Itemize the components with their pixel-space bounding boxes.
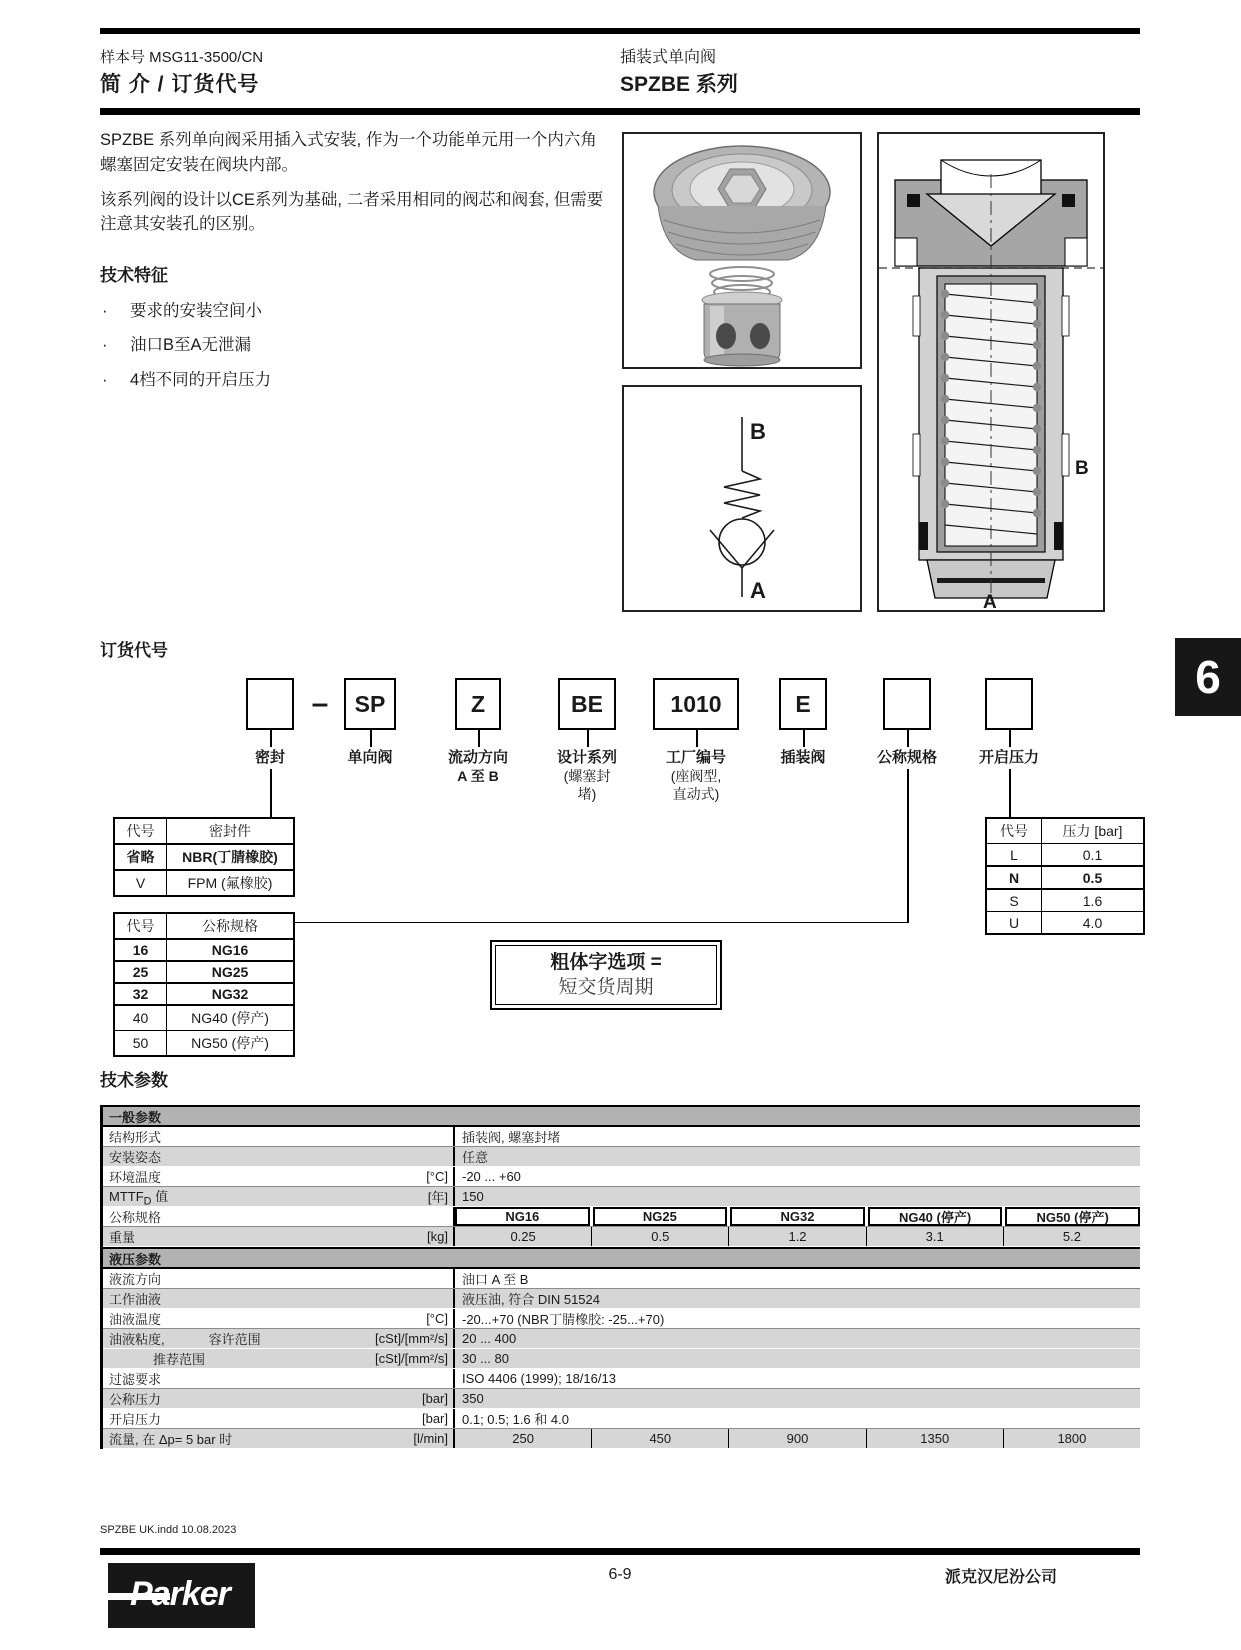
- code-separator-dash: –: [311, 687, 329, 720]
- code-table-header: [115, 819, 293, 843]
- connector-line: [370, 730, 372, 747]
- tech-unit-text: [bar]: [421, 1391, 448, 1406]
- ordering-label-line: 工厂编号: [665, 749, 726, 766]
- tech-label-text: $MTTF_D$ 值: [109, 1188, 169, 1208]
- file-note: SPZBE UK.indd 10.08.2023: [100, 1524, 237, 1536]
- note-line-1: 粗体字选项 =: [550, 952, 662, 973]
- tech-value-text: 0.1; 0.5; 1.6 和 4.0: [453, 1409, 1140, 1428]
- code-table-cell: NG16: [211, 942, 249, 958]
- tech-table-row: [103, 1349, 1140, 1369]
- code-table-cell: 40: [115, 1006, 167, 1030]
- section-tab-number: 6: [1195, 651, 1221, 703]
- tech-value-cell: NG40 (停产): [868, 1207, 1003, 1226]
- code-table-cell: 0.5: [1082, 869, 1103, 886]
- tech-value-cells: [453, 1207, 1140, 1226]
- tech-label-text: 环境温度: [109, 1170, 162, 1185]
- tech-label-text: 开启压力: [109, 1412, 162, 1427]
- tech-row-label: [103, 1289, 453, 1308]
- ordering-label-line: (座阀型,: [670, 768, 722, 784]
- connector-line: [478, 730, 480, 747]
- connector-line: [587, 730, 589, 747]
- ordering-label-line: 流动方向: [447, 749, 508, 766]
- tech-row-label: [103, 1429, 453, 1448]
- code-table-cell: NG32: [211, 986, 249, 1002]
- tech-table-row: [103, 1207, 1140, 1227]
- intro-paragraph-1: SPZBE 系列单向阀采用插入式安装, 作为一个功能单元用一个内六角螺塞固定安装在阀块内部。: [100, 131, 597, 174]
- ordering-code-box: E: [779, 678, 827, 730]
- size-code-table: [113, 912, 295, 1057]
- code-table-header: [115, 914, 293, 938]
- tech-value-text: 30 ... 80: [453, 1349, 1140, 1368]
- tech-table-row: [103, 1127, 1140, 1147]
- tech-sublabel-text: 容许范围: [208, 1332, 261, 1347]
- tech-value-text: -20...+70 (NBR丁腈橡胶: -25...+70): [453, 1309, 1140, 1328]
- code-table-header: [987, 819, 1143, 843]
- features-heading: 技术特征: [100, 266, 168, 285]
- tech-label-text: 工作油液: [109, 1292, 162, 1307]
- seal-code-table: [113, 817, 295, 897]
- tech-label-text: 油液粘度,: [109, 1332, 165, 1347]
- features-list: [100, 299, 605, 393]
- bullet-icon: ·: [102, 371, 108, 389]
- tech-row-label: [103, 1227, 453, 1246]
- feature-item: [100, 299, 605, 324]
- tech-value-text: 油口 A 至 B: [453, 1269, 1140, 1288]
- header-rule: [100, 108, 1140, 115]
- parker-logo-text: Parker: [130, 1575, 230, 1613]
- connector-line: [696, 730, 698, 747]
- tech-value-cell: 900: [728, 1429, 865, 1448]
- code-table-cell: 32: [115, 984, 167, 1004]
- code-table-cell: 代号: [115, 819, 167, 843]
- tech-row-label: [103, 1147, 453, 1166]
- tech-table-row: [103, 1409, 1140, 1429]
- footer-rule: [100, 1548, 1140, 1555]
- bullet-icon: ·: [102, 336, 108, 355]
- symbol-port-a: A: [750, 578, 766, 603]
- tech-value-cell: 0.25: [510, 1229, 536, 1244]
- tech-label-text: 公称压力: [109, 1392, 162, 1407]
- tech-value-text: 液压油, 符合 DIN 51524: [453, 1289, 1140, 1308]
- tech-unit-text: [°C]: [426, 1311, 448, 1326]
- code-table-cell: NG40 (停产): [191, 1010, 269, 1026]
- symbol-port-b: B: [750, 419, 766, 444]
- code-table-cell: 1.6: [1082, 892, 1103, 909]
- tech-unit-text: [bar]: [421, 1411, 448, 1426]
- ordering-code-box: [985, 678, 1033, 730]
- ordering-label-line: 单向阀: [347, 749, 393, 766]
- ordering-code-box: SP: [344, 678, 396, 730]
- page-title: 简 介 / 订货代号: [100, 73, 260, 96]
- company-name: 派克汉尼汾公司: [945, 1569, 1058, 1586]
- tech-value-text: ISO 4406 (1999); 18/16/13: [453, 1369, 1140, 1388]
- valve-photo-frame: [622, 132, 862, 369]
- feature-text: 要求的安装空间小: [130, 301, 262, 320]
- tech-value-cell: 0.5: [591, 1227, 728, 1246]
- intro-section: [100, 128, 605, 403]
- tech-table-row: [103, 1227, 1140, 1247]
- tech-value-cell: 5.2: [1003, 1227, 1140, 1246]
- tech-label-text: 流量, 在 Δp= 5 bar 时: [109, 1432, 233, 1447]
- tech-unit-text: [cSt]/[mm²/s]: [375, 1331, 448, 1346]
- code-table-cell: 公称规格: [202, 918, 258, 934]
- cross-port-b: B: [1075, 458, 1089, 479]
- code-table-cell: 密封件: [209, 823, 251, 839]
- cross-section-drawing: [879, 134, 1103, 610]
- tech-label-text: 油液温度: [109, 1312, 162, 1327]
- tech-table-row: [103, 1269, 1140, 1289]
- code-table-cell: S: [987, 890, 1042, 911]
- tech-table-row: [103, 1389, 1140, 1409]
- tech-row-label: [103, 1389, 453, 1408]
- tech-row-label: [103, 1269, 453, 1288]
- tech-table-row: [103, 1329, 1140, 1349]
- tech-unit-text: [年]: [427, 1190, 448, 1205]
- tech-row-label: [103, 1207, 453, 1226]
- code-table-row: [987, 888, 1143, 911]
- tech-value-cell: NG32: [730, 1207, 865, 1226]
- tech-value-cell: 3.1: [866, 1227, 1003, 1246]
- ordering-label-line: 密封: [254, 749, 285, 766]
- code-table-row: [115, 869, 293, 895]
- cross-port-a: A: [983, 592, 997, 610]
- tech-value-cell: 1800: [1003, 1429, 1140, 1448]
- note-line-2: 短交货周期: [558, 977, 654, 998]
- pressure-code-table: [985, 817, 1145, 935]
- tech-value-cell: 450: [591, 1429, 728, 1448]
- tech-label-text: 液流方向: [109, 1272, 162, 1287]
- product-type: 插装式单向阀: [620, 49, 717, 66]
- ordering-label-line: 开启压力: [978, 749, 1039, 766]
- connector-line: [1009, 730, 1011, 747]
- code-table-cell: V: [115, 871, 167, 895]
- feature-text: 油口B至A无泄漏: [130, 336, 252, 355]
- code-table-cell: 25: [115, 962, 167, 982]
- page-number: 6-9: [608, 1566, 632, 1583]
- ordering-code-box: [883, 678, 931, 730]
- tech-row-label: [103, 1349, 453, 1368]
- code-table-cell: N: [987, 867, 1042, 888]
- code-table-cell: NBR(丁腈橡胶): [182, 849, 278, 865]
- code-table-cell: FPM (氟橡胶): [187, 875, 273, 891]
- bullet-icon: ·: [102, 301, 108, 320]
- connector-line: [270, 730, 272, 747]
- tech-label-text: 过滤要求: [109, 1372, 162, 1387]
- tech-unit-text: [kg]: [427, 1229, 448, 1244]
- ordering-code-box: [246, 678, 294, 730]
- code-table-row: [115, 982, 293, 1004]
- hydraulic-symbol-frame: [622, 385, 862, 612]
- tech-section-header: 一般参数: [103, 1105, 1140, 1127]
- cross-section-frame: [877, 132, 1105, 612]
- connector-line: [290, 922, 908, 924]
- connector-line: [270, 769, 272, 817]
- code-table-cell: 省略: [115, 845, 167, 869]
- ordering-label-line: 插装阀: [780, 749, 826, 766]
- tech-parameters-table: [100, 1105, 1140, 1449]
- ordering-label-line: (螺塞封: [563, 768, 611, 784]
- tech-label-text: 重量: [109, 1230, 136, 1245]
- ordering-label-line: 直动式): [672, 786, 720, 802]
- tech-value-cells: [453, 1227, 1140, 1246]
- tech-table-row: [103, 1147, 1140, 1167]
- code-table-cell: 50: [115, 1031, 167, 1055]
- code-table-cell: 4.0: [1082, 914, 1103, 931]
- code-table-row: [115, 1030, 293, 1055]
- code-table-cell: L: [987, 844, 1042, 865]
- tech-value-text: 任意: [453, 1147, 1140, 1166]
- tech-row-label: [103, 1369, 453, 1388]
- code-table-row: [115, 960, 293, 982]
- connector-line: [907, 730, 909, 747]
- tech-row-label: [103, 1187, 453, 1206]
- tech-table-row: [103, 1309, 1140, 1329]
- code-table-cell: 0.1: [1082, 846, 1103, 863]
- code-table-cell: 代号: [987, 819, 1042, 843]
- top-rule: [100, 28, 1140, 34]
- catalog-number: 样本号 MSG11-3500/CN: [100, 49, 264, 66]
- tech-value-cell: 1.2: [728, 1227, 865, 1246]
- tech-row-label: [103, 1167, 453, 1186]
- tech-label-text: 安装姿态: [109, 1150, 162, 1165]
- tech-unit-text: [°C]: [426, 1169, 448, 1184]
- tech-value-cell: NG25: [593, 1207, 728, 1226]
- code-table-row: [115, 938, 293, 960]
- code-table-row: [115, 843, 293, 869]
- code-table-row: [987, 911, 1143, 933]
- tech-table-row: [103, 1167, 1140, 1187]
- tech-value-cell: 1350: [866, 1429, 1003, 1448]
- tech-value-text: 150: [453, 1187, 1140, 1206]
- tech-row-label: [103, 1409, 453, 1428]
- ordering-label-line: A 至 B: [457, 768, 499, 784]
- tech-row-label: [103, 1329, 453, 1348]
- tech-parameters-heading: 技术参数: [100, 1071, 168, 1090]
- ordering-code-box: BE: [558, 678, 616, 730]
- ordering-heading: 订货代号: [100, 641, 168, 660]
- tech-row-label: [103, 1309, 453, 1328]
- tech-value-cell: 250: [512, 1431, 534, 1446]
- code-table-cell: NG50 (停产): [191, 1035, 269, 1051]
- tech-label-text: 公称规格: [109, 1210, 162, 1225]
- tech-value-cells: [453, 1429, 1140, 1448]
- feature-text: 4档不同的开启压力: [130, 371, 272, 389]
- tech-section-header: 液压参数: [103, 1247, 1140, 1269]
- feature-item: [100, 368, 605, 393]
- valve-photo: [624, 134, 860, 367]
- connector-line: [803, 730, 805, 747]
- code-table-row: [115, 1004, 293, 1030]
- tech-table-row: [103, 1187, 1140, 1207]
- section-tab: [1175, 638, 1241, 716]
- code-table-row: [987, 865, 1143, 888]
- tech-value-cell: NG16: [455, 1207, 590, 1226]
- tech-label-text: 结构形式: [109, 1130, 162, 1145]
- ordering-label-line: 公称规格: [876, 749, 937, 766]
- ordering-code-box: 1010: [653, 678, 739, 730]
- ordering-label-line: 堵): [577, 786, 597, 802]
- tech-sublabel-text: 推荐范围: [153, 1352, 206, 1367]
- code-table-row: [987, 843, 1143, 865]
- connector-line: [907, 769, 909, 923]
- tech-row-label: [103, 1127, 453, 1146]
- series-title: SPZBE 系列: [620, 73, 738, 96]
- feature-item: [100, 333, 605, 358]
- parker-logo: [108, 1563, 255, 1628]
- tech-table-row: [103, 1429, 1140, 1449]
- connector-line: [1009, 769, 1011, 817]
- ordering-code-label: [934, 748, 1084, 767]
- code-table-cell: 16: [115, 940, 167, 960]
- code-table-cell: 代号: [115, 914, 167, 938]
- code-table-cell: NG25: [211, 964, 249, 980]
- tech-value-text: 插装阀, 螺塞封堵: [453, 1127, 1140, 1146]
- tech-table-row: [103, 1369, 1140, 1389]
- tech-value-text: -20 ... +60: [453, 1167, 1140, 1186]
- bold-option-note: [490, 940, 722, 1010]
- code-table-cell: 压力 [bar]: [1062, 823, 1123, 839]
- tech-unit-text: [l/min]: [413, 1431, 448, 1446]
- ordering-code-box: Z: [455, 678, 501, 730]
- bold-option-note-inner: [495, 945, 717, 1005]
- tech-value-text: 20 ... 400: [453, 1329, 1140, 1348]
- tech-value-text: 350: [453, 1389, 1140, 1408]
- check-valve-symbol: [624, 387, 860, 610]
- tech-table-row: [103, 1289, 1140, 1309]
- tech-value-cell: NG50 (停产): [1005, 1207, 1140, 1226]
- tech-unit-text: [cSt]/[mm²/s]: [375, 1351, 448, 1366]
- code-table-cell: U: [987, 912, 1042, 933]
- intro-paragraph-2: 该系列阀的设计以CE系列为基础, 二者采用相同的阀芯和阀套, 但需要注意其安装孔的区别。: [100, 190, 604, 234]
- ordering-label-line: 设计系列: [556, 749, 617, 766]
